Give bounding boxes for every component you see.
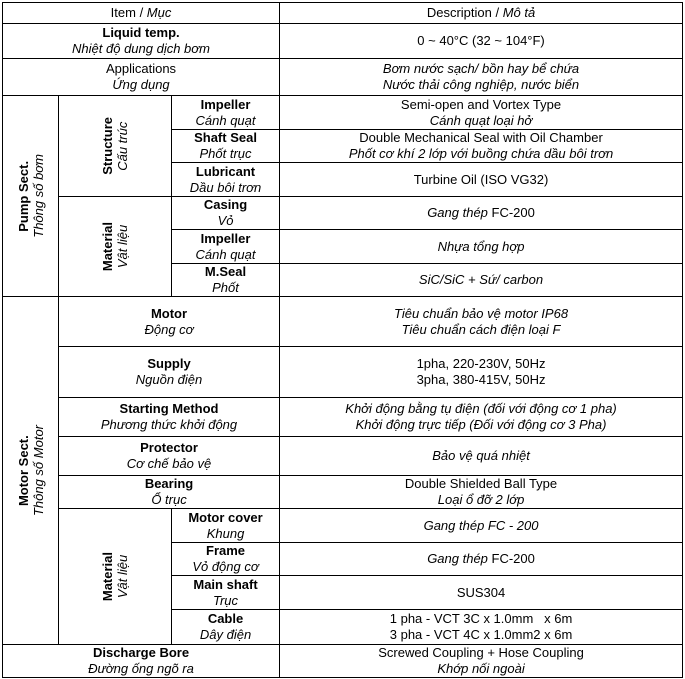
motor-cable-label: Cable Dây điện	[172, 610, 280, 645]
pump-section-label: Pump Sect. Thông số bơm	[3, 96, 59, 297]
motor-motor-label: Motor Động cơ	[59, 297, 280, 347]
motor-shaft-label: Main shaft Trục	[172, 576, 280, 610]
motor-starting-label: Starting Method Phương thức khởi động	[59, 398, 280, 437]
pump-lubricant-label: Lubricant Dầu bôi trơn	[172, 163, 280, 197]
applications-row	[3, 59, 683, 96]
motor-starting-value: Khởi động bằng tụ điện (đối với động cơ 1 pha) Khởi động trực tiếp (Đối với động cơ 3 Pha)	[280, 398, 683, 437]
motor-motor-row	[3, 297, 683, 347]
pump-impeller-material-label: Impeller Cánh quạt	[172, 230, 280, 264]
liquid-temp-row	[3, 24, 683, 59]
motor-cover-label: Motor cover Khung	[172, 509, 280, 543]
motor-cover-row	[3, 509, 683, 543]
discharge-row	[3, 645, 683, 678]
liquid-temp-value: 0 ~ 40°C (32 ~ 104°F)	[280, 24, 683, 59]
pump-casing-label: Casing Vỏ	[172, 197, 280, 230]
pump-structure-label: Structure Cấu trúc	[59, 96, 172, 197]
pump-casing-value: Gang thép FC-200	[280, 197, 683, 230]
motor-cable-value: 1 pha - VCT 3C x 1.0mm x 6m 3 pha - VCT 4C x 1.0mm2 x 6m	[280, 610, 683, 645]
pump-shaft-seal-label: Shaft Seal Phốt trục	[172, 130, 280, 163]
motor-section-label: Motor Sect. Thông số Motor	[3, 297, 59, 645]
applications-label: Applications Ứng dụng	[3, 59, 280, 96]
liquid-temp-label: Liquid temp. Nhiệt độ dung dịch bơm	[3, 24, 280, 59]
motor-shaft-value: SUS304	[280, 576, 683, 610]
spec-table	[2, 2, 683, 678]
motor-frame-label: Frame Vỏ động cơ	[172, 543, 280, 576]
motor-protector-label: Protector Cơ chế bảo vệ	[59, 437, 280, 476]
motor-protector-row	[3, 437, 683, 476]
motor-supply-value: 1pha, 220-230V, 50Hz 3pha, 380-415V, 50Hz	[280, 347, 683, 398]
description-header: Description / Mô tả	[280, 3, 683, 24]
pump-material-label: Material Vật liệu	[59, 197, 172, 297]
motor-frame-value: Gang thép FC-200	[280, 543, 683, 576]
motor-motor-value: Tiêu chuẩn bảo vệ motor IP68 Tiêu chuẩn cách điện loại F	[280, 297, 683, 347]
discharge-label: Discharge Bore Đường ống ngõ ra	[3, 645, 280, 678]
pump-impeller-row	[3, 96, 683, 130]
motor-bearing-row	[3, 476, 683, 509]
pump-lubricant-value: Turbine Oil (ISO VG32)	[280, 163, 683, 197]
pump-impeller-label: Impeller Cánh quạt	[172, 96, 280, 130]
motor-bearing-label: Bearing Ổ trục	[59, 476, 280, 509]
pump-mseal-label: M.Seal Phốt	[172, 264, 280, 297]
applications-value: Bơm nước sạch/ bồn hay bể chứa Nước thải công nghiệp, nước biển	[280, 59, 683, 96]
pump-casing-row	[3, 197, 683, 230]
motor-bearing-value: Double Shielded Ball Type Loại ổ đỡ 2 lớp	[280, 476, 683, 509]
header-row	[3, 3, 683, 24]
pump-impeller-material-value: Nhựa tổng hợp	[280, 230, 683, 264]
motor-cover-value: Gang thép FC - 200	[280, 509, 683, 543]
pump-impeller-value: Semi-open and Vortex Type Cánh quạt loại hở	[280, 96, 683, 130]
motor-starting-row	[3, 398, 683, 437]
pump-shaft-seal-value: Double Mechanical Seal with Oil Chamber Phốt cơ khí 2 lớp với buồng chứa dầu bôi trơn	[280, 130, 683, 163]
pump-mseal-value: SiC/SiC + Sứ/ carbon	[280, 264, 683, 297]
motor-material-label: Material Vật liệu	[59, 509, 172, 645]
discharge-value: Screwed Coupling + Hose Coupling Khớp nối ngoài	[280, 645, 683, 678]
item-header: Item / Mục	[3, 3, 280, 24]
motor-supply-row	[3, 347, 683, 398]
motor-protector-value: Bảo vệ quá nhiệt	[280, 437, 683, 476]
motor-supply-label: Supply Nguồn điện	[59, 347, 280, 398]
